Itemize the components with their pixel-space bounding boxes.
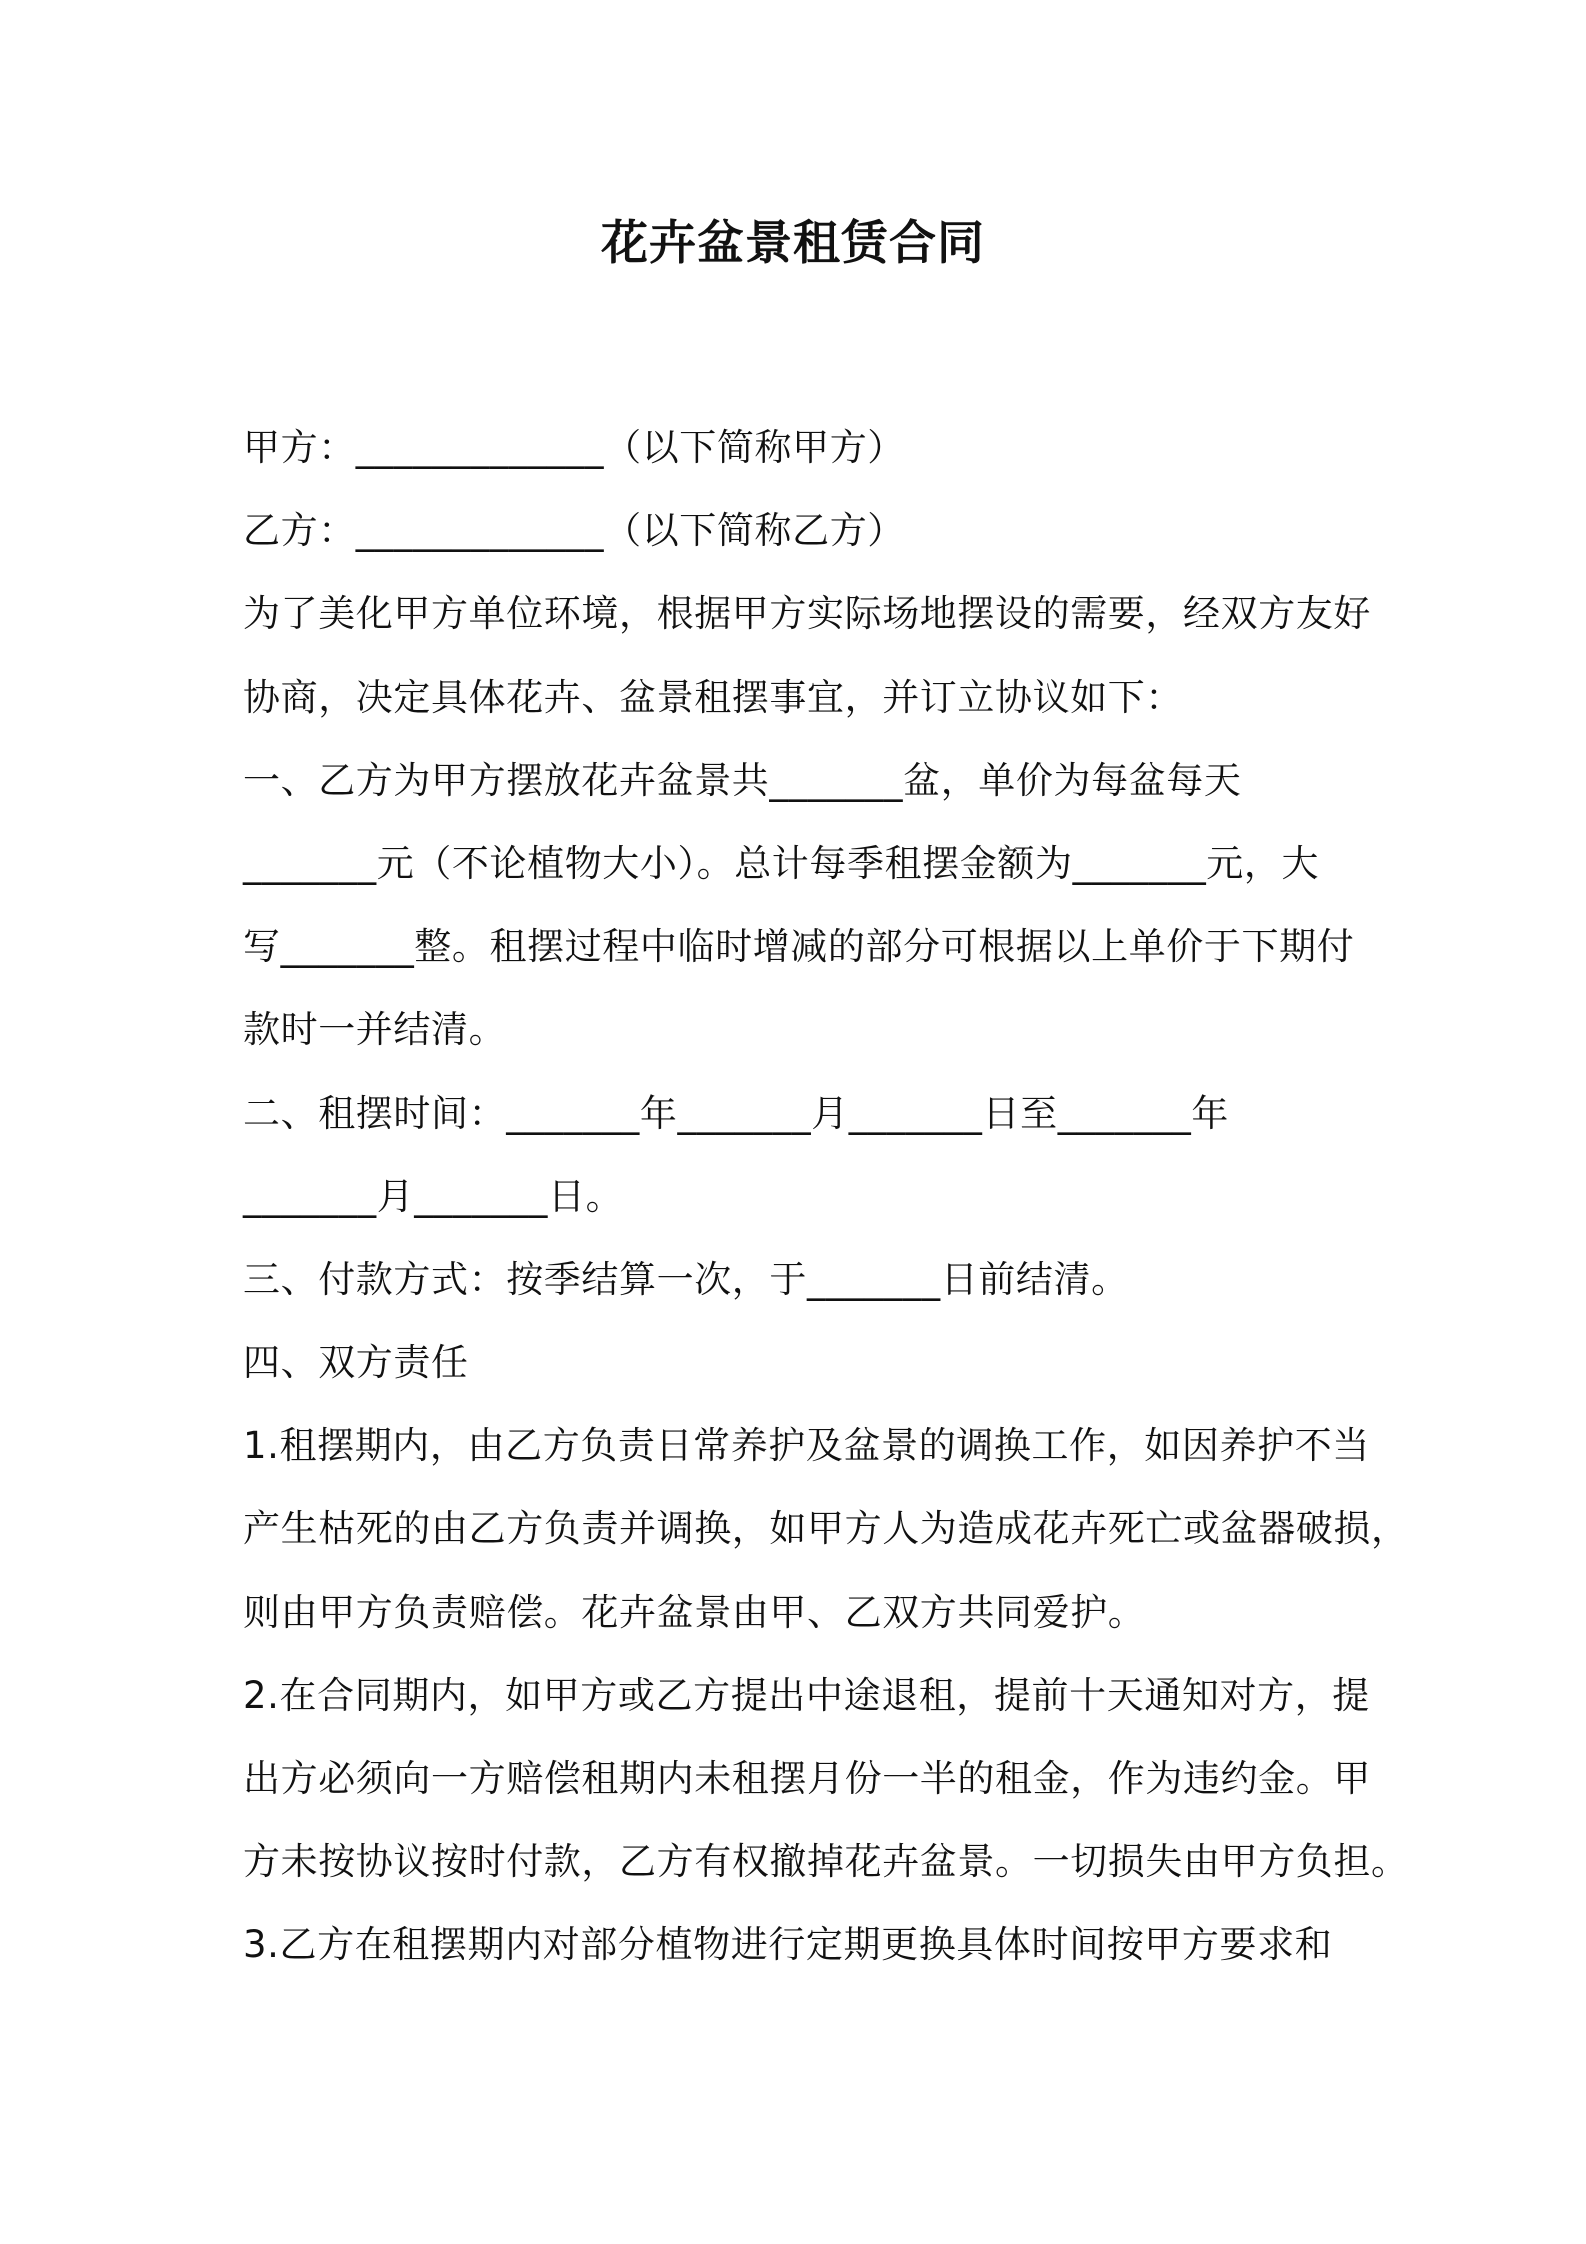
preamble-line-2: 协商，决定具体花卉、盆景租摆事宜，并订立协议如下： bbox=[243, 675, 1183, 719]
responsibility-2-line-2: 出方必须向一方赔偿租期内未租摆月份一半的租金，作为违约金。甲 bbox=[243, 1757, 1371, 1800]
clause-1-line-1: 一、乙方为甲方摆放花卉盆景共_______盆，单价为每盆每天 bbox=[243, 758, 1242, 802]
responsibility-1-line-1: 1.租摆期内，由乙方负责日常养护及盆景的调换工作，如因养护不当 bbox=[243, 1424, 1370, 1468]
party-a-line: 甲方：_____________（以下简称甲方） bbox=[243, 426, 905, 469]
responsibility-1-line-3: 则由甲方负责赔偿。花卉盆景由甲、乙双方共同爱护。 bbox=[243, 1590, 1146, 1634]
clause-4-heading: 四、双方责任 bbox=[243, 1341, 469, 1385]
responsibility-2-line-3: 方未按协议按时付款，乙方有权撤掉花卉盆景。一切损失由甲方负担。 bbox=[243, 1840, 1409, 1884]
contract-body bbox=[243, 406, 1409, 1987]
clause-3-line: 三、付款方式：按季结算一次，于_______日前结清。 bbox=[243, 1257, 1129, 1301]
party-b-line: 乙方：_____________（以下简称乙方） bbox=[243, 509, 905, 553]
clause-1-line-4: 款时一并结清。 bbox=[243, 1008, 507, 1052]
clause-1-line-3: 写_______整。租摆过程中临时增减的部分可根据以上单价于下期付 bbox=[243, 925, 1355, 969]
responsibility-2-line-1: 2.在合同期内，如甲方或乙方提出中途退租，提前十天通知对方，提 bbox=[243, 1673, 1370, 1717]
clause-2-line-2: _______月_______日。 bbox=[243, 1174, 624, 1218]
preamble-line-1: 为了美化甲方单位环境，根据甲方实际场地摆设的需要，经双方友好 bbox=[243, 592, 1371, 636]
clause-2-line-1: 二、租摆时间：_______年_______月_______日至_______年 bbox=[243, 1091, 1229, 1135]
responsibility-1-line-2: 产生枯死的由乙方负责并调换，如甲方人为造成花卉死亡或盆器破损， bbox=[243, 1507, 1409, 1551]
document-title: 花卉盆景租赁合同 bbox=[601, 216, 985, 271]
responsibility-3-line-1: 3.乙方在租摆期内对部分植物进行定期更换具体时间按甲方要求和 bbox=[243, 1923, 1333, 1967]
clause-1-line-2: _______元（不论植物大小）。总计每季租摆金额为_______元，大 bbox=[243, 841, 1320, 885]
